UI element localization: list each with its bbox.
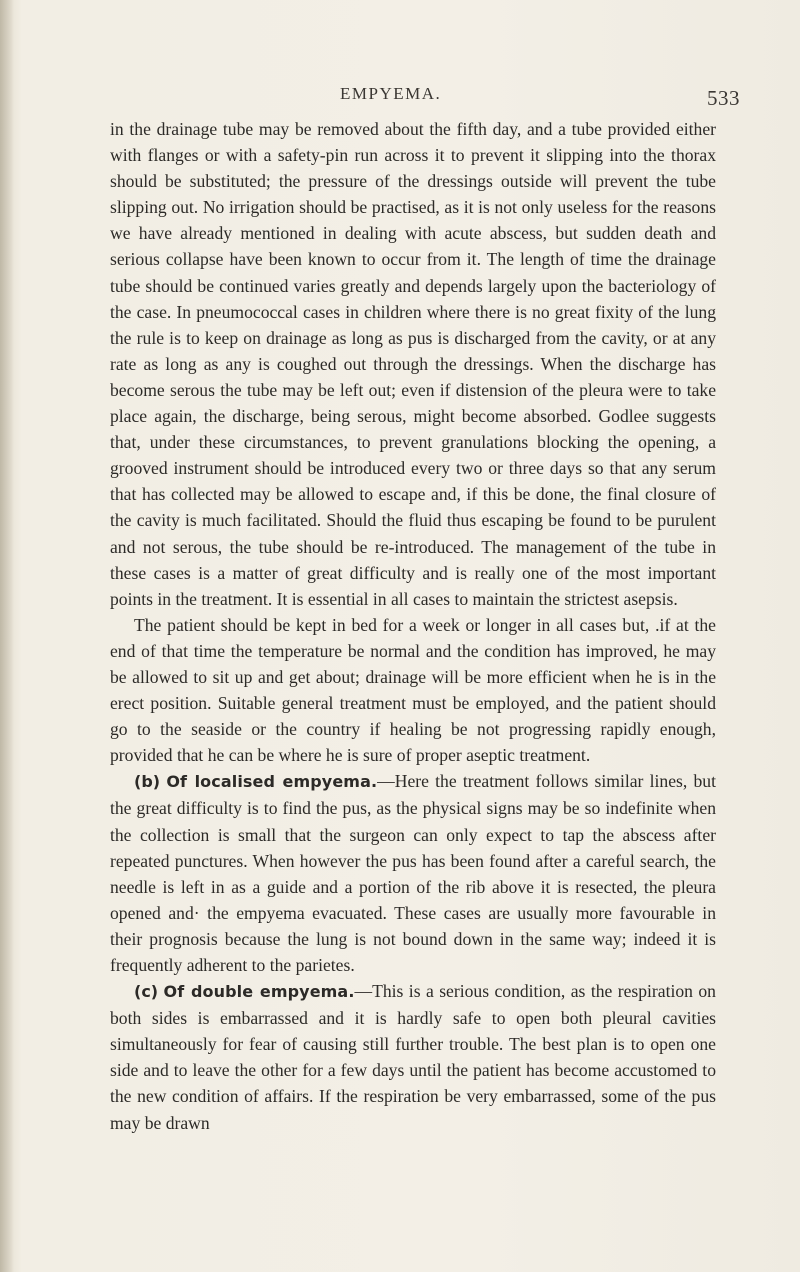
paragraph-drainage <box>110 116 716 612</box>
section-heading: Of double empyema. <box>163 982 355 1002</box>
page-header <box>0 84 800 110</box>
paragraph-text: The patient should be kept in bed for a week or longer in all cases but, .if at the end of that time the temperature be normal and the condition has improved, he may be allowed to sit up and get about; drainage will be more efficient when he is in the erect position. Suitable general treatment must be employed, and the patient should go to the seaside or the country if healing be not progressing rapidly enough, provided that he can be where he is sure of proper aseptic treatment. <box>110 614 716 766</box>
paragraph-text: —This is a serious condition, as the respiration on both sides is embarrassed and it is hardly safe to open both pleural cavities simultaneously for fear of causing still further trouble. The best plan is to open one side and to leave the other for a few days until the patient has become accustomed to the new condition of affairs. If the respiration be very embarrassed, some of the pus may be drawn <box>110 981 716 1133</box>
paragraph-double-empyema <box>110 978 716 1136</box>
section-label: (b) <box>134 772 161 792</box>
binding-gutter-shadow <box>0 0 14 1272</box>
paragraph-aftercare <box>110 612 716 769</box>
page-number: 533 <box>707 86 740 110</box>
running-head: EMPYEMA. <box>340 84 442 103</box>
section-heading: Of localised empyema. <box>166 772 378 792</box>
section-label: (c) <box>134 982 159 1002</box>
paragraph-localised-empyema <box>110 768 716 978</box>
body-text <box>110 116 716 1136</box>
paragraph-text: —Here the treatment follows similar lines, but the great difficulty is to find the pus, as the physical signs may be so indefinite when the collection is small that the surgeon can only expect to tap the abscess after repeated punctures. When however the pus has been found after a careful search, the needle is left in as a guide and a portion of the rib above it is resected, the pleura opened and· the empyema evacuated. These cases are usually more favourable in their prognosis because the lung is not bound down in the same way; indeed it is frequently adherent to the parietes. <box>110 771 716 975</box>
paragraph-text: in the drainage tube may be removed about the fifth day, and a tube provided either with flanges or with a safety-pin run across it to prevent it slipping into the thorax should be substituted; the pressure of the dressings outside will prevent the tube slipping out. No irrigation should be practised, as it is not only useless for the reasons we have already mentioned in dealing with acute abscess, but sudden death and serious collapse have been known to occur from it. The length of time the drainage tube should be continued varies greatly and depends largely upon the bacteriology of the case. In pneumococcal cases in children where there is no great fixity of the lung the rule is to keep on drainage as long as pus is discharged from the cavity, or at any rate as long as any is coughed out through the dressings. When the discharge has become serous the tube may be left out; even if distension of the pleura were to take place again, the discharge, being serous, might become absorbed. Godlee suggests that, under these circumstances, to prevent granulations blocking the opening, a grooved instrument should be introduced every two or three days so that any serum that has collected may be allowed to escape and, if this be done, the final closure of the cavity is much facilitated. Should the fluid thus escaping be found to be purulent and not serous, the tube should be re-introduced. The management of the tube in these cases is a matter of great difficulty and is really one of the most important points in the treatment. It is essential in all cases to maintain the strictest asepsis. <box>110 119 716 609</box>
